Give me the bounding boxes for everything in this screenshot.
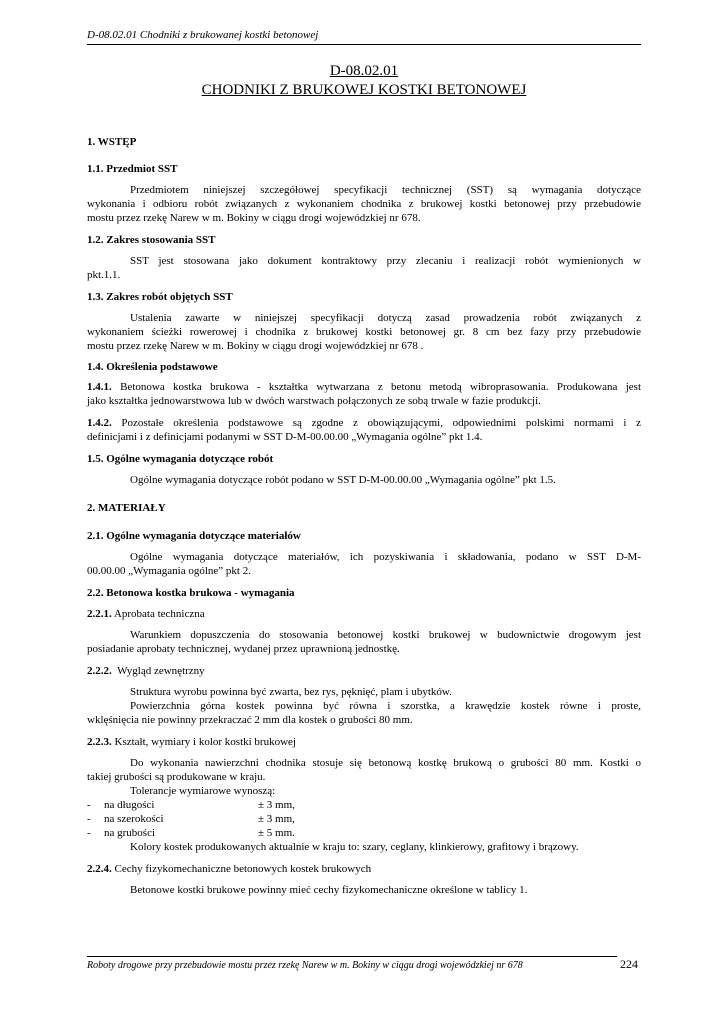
paragraph-line: SST jest stosowana jako dokument kontraktowy przy zlecaniu i realizacji robót wymienionych w <box>130 255 641 267</box>
paragraph-line: mostu przez rzekę Narew w m. Bokiny w ciągu drogi wojewódzkiej nr 678 . <box>87 340 424 352</box>
section-1-3-heading: 1.3. Zakres robót objętych SST <box>87 291 233 303</box>
tolerance-value: ± 3 mm, <box>258 813 295 825</box>
document-code: D-08.02.01 <box>329 63 399 79</box>
section-title: Kształt, wymiary i kolor kostki brukowej <box>114 736 296 748</box>
tolerance-label: na grubości <box>104 827 156 839</box>
paragraph-line: definicjami i z definicjami podanymi w SST D-M-00.00.00 „Wymagania ogólne” pkt 1.4. <box>87 431 483 443</box>
section-2-2-4-heading <box>87 863 371 876</box>
tolerance-dash: - <box>87 799 91 811</box>
section-2-2-heading: 2.2. Betonowa kostka brukowa - wymagania <box>87 587 295 599</box>
paragraph-line: wklęśnięcia nie powinny przekraczać 2 mm dla kostek o grubości 80 mm. <box>87 714 413 726</box>
paragraph-line: Ustalenia zawarte w niniejszej specyfikacji dotyczą zasad prowadzenia robót związanych z <box>130 312 641 324</box>
paragraph-line: wykonania i odbioru robót związanych z wykonaniem chodnika z brukowej kostki betonowej przy przebudowie <box>87 198 641 210</box>
page-number: 224 <box>620 957 638 971</box>
section-title: Cechy fizykomechaniczne betonowych kostek brukowych <box>114 863 372 875</box>
paragraph-line: Przedmiotem niniejszej szczegółowej specyfikacji technicznej (SST) są wymagania dotyczące <box>130 184 641 196</box>
paragraph-line: Warunkiem dopuszczenia do stosowania betonowej kostki brukowej w budownictwie drogowym jest <box>130 629 641 641</box>
paragraph-number: 1.4.2. <box>87 417 112 429</box>
header-rule <box>87 44 641 45</box>
paragraph-line: Ogólne wymagania dotyczące robót podano w SST D-M-00.00.00 „Wymagania ogólne” pkt 1.5. <box>130 474 556 486</box>
paragraph-line: jako kształtka jednowarstwowa lub w dwóch warstwach połączonych ze sobą trwale w fazie produkcji. <box>87 395 541 407</box>
tolerance-value: ± 5 mm. <box>258 827 295 839</box>
section-number: 2.2.3. <box>87 736 112 748</box>
paragraph-number: 1.4.1. <box>87 381 112 393</box>
paragraph-line: posiadanie aprobaty technicznej, wydanej przez uprawnioną jednostkę. <box>87 643 400 655</box>
paragraph-line: Powierzchnia górna kostek powinna być równa i szorstka, a krawędzie kostek równe i proste, <box>130 700 641 712</box>
footer-text: Roboty drogowe przy przebudowie mostu przez rzekę Narew w m. Bokiny w ciągu drogi wojewódzkiej nr 678 <box>87 960 523 971</box>
paragraph-text: Pozostałe określenia podstawowe są zgodne z obowiązującymi, odpowiednimi polskimi normami i z <box>121 417 641 429</box>
section-2-2-1-heading <box>87 608 205 621</box>
tolerance-label: na szerokości <box>104 813 164 825</box>
section-2-2-2-heading <box>87 665 205 678</box>
section-1-4-heading: 1.4. Określenia podstawowe <box>87 361 218 373</box>
section-1-1-heading: 1.1. Przedmiot SST <box>87 163 178 175</box>
paragraph-1-4-1-line <box>87 381 641 394</box>
paragraph-line: Betonowe kostki brukowe powinny mieć cechy fizykomechaniczne określone w tablicy 1. <box>130 884 528 896</box>
paragraph-line: Kolory kostek produkowanych aktualnie w kraju to: szary, ceglany, klinkierowy, grafitowy i brązowy. <box>130 841 579 853</box>
section-title: Aprobata techniczna <box>113 608 205 620</box>
section-number: 2.2.1. <box>87 608 112 620</box>
section-title: Wygląd zewnętrzny <box>117 665 205 677</box>
section-number: 2.2.2. <box>87 665 112 677</box>
tolerance-dash: - <box>87 813 91 825</box>
paragraph-line: Do wykonania nawierzchni chodnika stosuje się betonową kostkę brukową o grubości 80 mm. Kostki o <box>130 757 641 769</box>
paragraph-text: Betonowa kostka brukowa - kształtka wytwarzana z betonu metodą wibroprasowania. Produkowana jest <box>120 381 642 393</box>
paragraph-line: 00.00.00 „Wymagania ogólne” pkt 2. <box>87 565 251 577</box>
tolerance-value: ± 3 mm, <box>258 799 295 811</box>
section-1-2-heading: 1.2. Zakres stosowania SST <box>87 234 216 246</box>
tolerance-label: na długości <box>104 799 155 811</box>
section-number: 2.2.4. <box>87 863 112 875</box>
section-2-2-3-heading <box>87 736 296 749</box>
running-header: D-08.02.01 Chodniki z brukowanej kostki betonowej <box>87 29 319 41</box>
paragraph-line: takiej grubości są produkowane w kraju. <box>87 771 266 783</box>
paragraph-line: Struktura wyrobu powinna być zwarta, bez rys, pęknięć, plam i ubytków. <box>130 686 452 698</box>
paragraph-line: Ogólne wymagania dotyczące materiałów, ich pozyskiwania i składowania, podano w SST D-M- <box>130 551 641 563</box>
paragraph-1-4-2-line <box>87 417 641 430</box>
paragraph-line: Tolerancje wymiarowe wynoszą: <box>130 785 276 797</box>
tolerance-dash: - <box>87 827 91 839</box>
section-2-1-heading: 2.1. Ogólne wymagania dotyczące materiałów <box>87 530 301 542</box>
section-2-heading: 2. MATERIAŁY <box>87 502 166 514</box>
section-1-heading: 1. WSTĘP <box>87 136 137 148</box>
paragraph-line: pkt.1.1. <box>87 269 121 281</box>
paragraph-line: mostu przez rzekę Narew w m. Bokiny w ciągu drogi wojewódzkiej nr 678. <box>87 212 421 224</box>
paragraph-line: wykonaniem ścieżki rowerowej i chodnika z brukowej kostki betonowej gr. 8 cm bez fazy przy przebudowie <box>87 326 641 338</box>
document-title: CHODNIKI Z BRUKOWEJ KOSTKI BETONOWEJ <box>201 82 527 98</box>
footer-rule <box>87 956 617 957</box>
section-1-5-heading: 1.5. Ogólne wymagania dotyczące robót <box>87 453 274 465</box>
